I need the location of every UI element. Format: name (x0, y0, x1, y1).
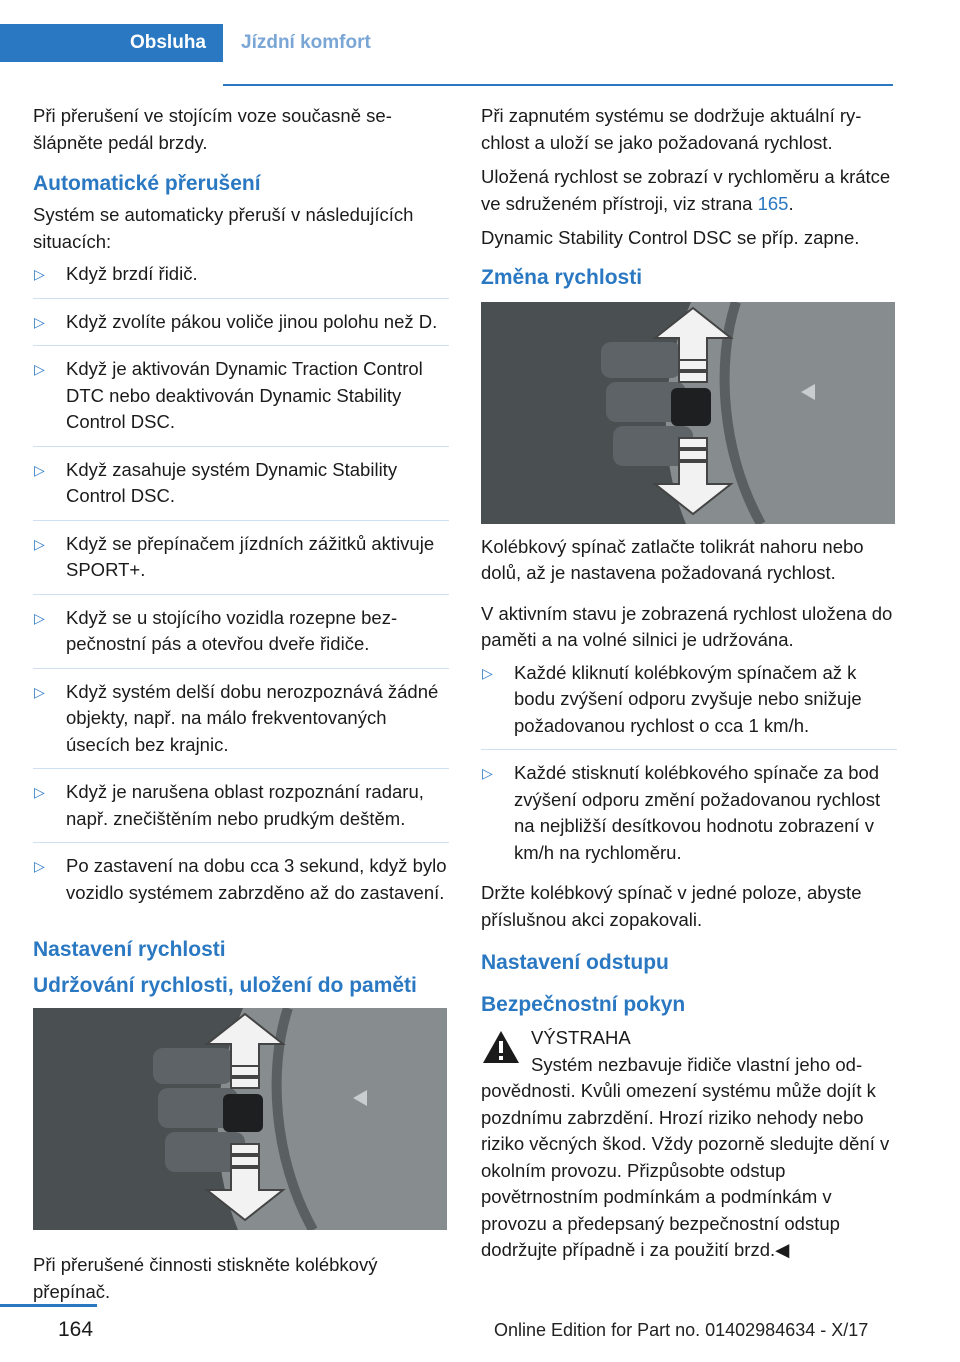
footer-line (0, 1304, 97, 1307)
list-item-text: Když brzdí řidič. (66, 263, 198, 284)
list-item (33, 605, 449, 669)
edition-note: Online Edition for Part no. 01402984634 - X/17 (494, 1320, 869, 1340)
triangle-bullet-icon: ▷ (34, 683, 45, 700)
list-item (33, 261, 449, 299)
list-item-text: Každé stisknutí kolébkového spínače za bod zvýšení odporu změní požadovanou rychlost na nejbližší desítkovou hodnotu zobrazení v km/h na rychloměru. (514, 762, 881, 863)
list-item (33, 853, 449, 916)
list-item (33, 679, 449, 770)
intro-text: Při přerušení ve stojícím voze současně sešlápněte pedál brzdy. (33, 105, 392, 153)
list-item-text: Po zastavení na dobu cca 3 sekund, když bylo vozidlo systémem zabrzděno až do zastavení. (66, 855, 447, 903)
triangle-bullet-icon: ▷ (34, 858, 45, 874)
keep-speed-caption: Při přerušené činnosti stiskněte kolébkový přepínač. (33, 1254, 378, 1302)
heading-auto-interruption: Automatické přerušení (33, 172, 261, 195)
list-item-text: Když systém delší dobu nerozpoznává žádné objekty, např. na málo frekventovaných úsecích bez krajnic. (66, 680, 439, 755)
warning-triangle-icon (481, 1029, 521, 1065)
tab-obsluha[interactable] (0, 24, 223, 62)
triangle-bullet-icon: ▷ (34, 609, 45, 626)
list-item (33, 356, 449, 447)
list-item-text: Když je narušena oblast rozpoznání radaru, např. znečištěním nebo prudkým deštěm. (66, 781, 424, 829)
right-p2-pre: Uložená rychlost se zobrazí v rychloměru a krátce ve sdruženém přístroji, viz strana (481, 166, 891, 214)
list-item-text: Když se u stojícího vozidla rozepne bezpečnostní pás a otevřou dveře řidiče. (66, 606, 398, 654)
triangle-bullet-icon: ▷ (34, 361, 45, 377)
tab-obsluha-label: Obsluha (129, 32, 206, 53)
warning-title: VÝSTRAHA (531, 1027, 631, 1048)
list-item-text: Když je aktivován Dynamic Traction Control DTC nebo deaktivován Dynamic Stability Control DSC. (66, 358, 423, 432)
heading-keep-speed: Udržování rychlosti, uložení do paměti (33, 974, 417, 997)
list-item (33, 309, 449, 347)
list-item (33, 531, 449, 595)
right-p4: Kolébkový spínač zatlačte tolikrát nahoru nebo dolů, až je nastavena požadovaná rychlost. (481, 535, 864, 583)
right-p1: Při zapnutém systému se dodržuje aktuální rychlost a uloží se jako požadovaná rychlost. (481, 105, 862, 153)
list-item (481, 760, 897, 876)
triangle-bullet-icon: ▷ (34, 461, 45, 478)
triangle-bullet-icon: ▷ (482, 664, 493, 681)
left-column (33, 103, 449, 1319)
tab-jizdni-komfort[interactable] (223, 24, 893, 62)
header-tabs (0, 24, 893, 62)
triangle-bullet-icon: ▷ (34, 535, 45, 552)
right-p6: Držte kolébkový spínač v jedné poloze, abyste příslušnou akci zopakovali. (481, 882, 862, 930)
page-link-165[interactable]: 165 (757, 192, 789, 214)
list-item-text: Když zvolíte pákou voliče jinou polohu než D. (66, 310, 438, 332)
warning-text: Systém nezbavuje řidiče vlastní jeho odpovědnosti. Kvůli omezení systému může dojít k pozdnímu zabrzdění. Hrozí riziko nehody nebo riziko věcných škod. Vždy pozorně sledujte dění v okolním provozu. Přizpůsobte odstup povětrnostním podmínkám a podmínkám v provozu a předepsaný bezpečnostní odstup dodržujte případně i za použití brzd.◀ (481, 1053, 890, 1260)
right-p2-post: . (788, 192, 794, 214)
heading-speed-setting: Nastavení rychlosti (33, 938, 226, 961)
steering-wheel-photo-2 (481, 302, 895, 524)
right-p2 (481, 164, 897, 217)
list-item (33, 779, 449, 843)
page-number: 164 (58, 1318, 94, 1341)
tab-underline (223, 84, 893, 86)
auto-interruption-list (33, 261, 449, 916)
list-item-text: Každé kliknutí kolébkovým spínačem až k bodu zvýšení odporu zvyšuje nebo snižuje požadovanou rychlost o cca 1 km/h. (514, 661, 862, 736)
heading-distance: Nastavení odstupu (481, 951, 669, 974)
right-p5: V aktivním stavu je zobrazená rychlost uložena do paměti a na volné silnici je udržována. (481, 602, 893, 650)
triangle-bullet-icon: ▷ (34, 313, 45, 330)
list-item-text: Když zasahuje systém Dynamic Stability Control DSC. (66, 458, 398, 506)
right-column (481, 103, 897, 1264)
triangle-bullet-icon: ▷ (34, 266, 45, 282)
list-item-text: Když se přepínačem jízdních zážitků aktivuje SPORT+. (66, 532, 435, 580)
tab-jizdni-komfort-label: Jízdní komfort (241, 32, 371, 53)
auto-interruption-text: Systém se automaticky přeruší v následujících situacích: (33, 204, 414, 252)
speed-click-list (481, 660, 897, 877)
steering-wheel-photo (33, 1008, 447, 1230)
triangle-bullet-icon: ▷ (482, 765, 493, 781)
heading-change-speed: Změna rychlosti (481, 265, 643, 289)
right-p3: Dynamic Stability Control DSC se příp. zapne. (481, 227, 860, 248)
list-item (481, 660, 897, 751)
triangle-bullet-icon: ▷ (34, 784, 45, 800)
list-item (33, 457, 449, 521)
heading-safety-note: Bezpečnostní pokyn (481, 993, 686, 1016)
warning-block (481, 1025, 897, 1052)
